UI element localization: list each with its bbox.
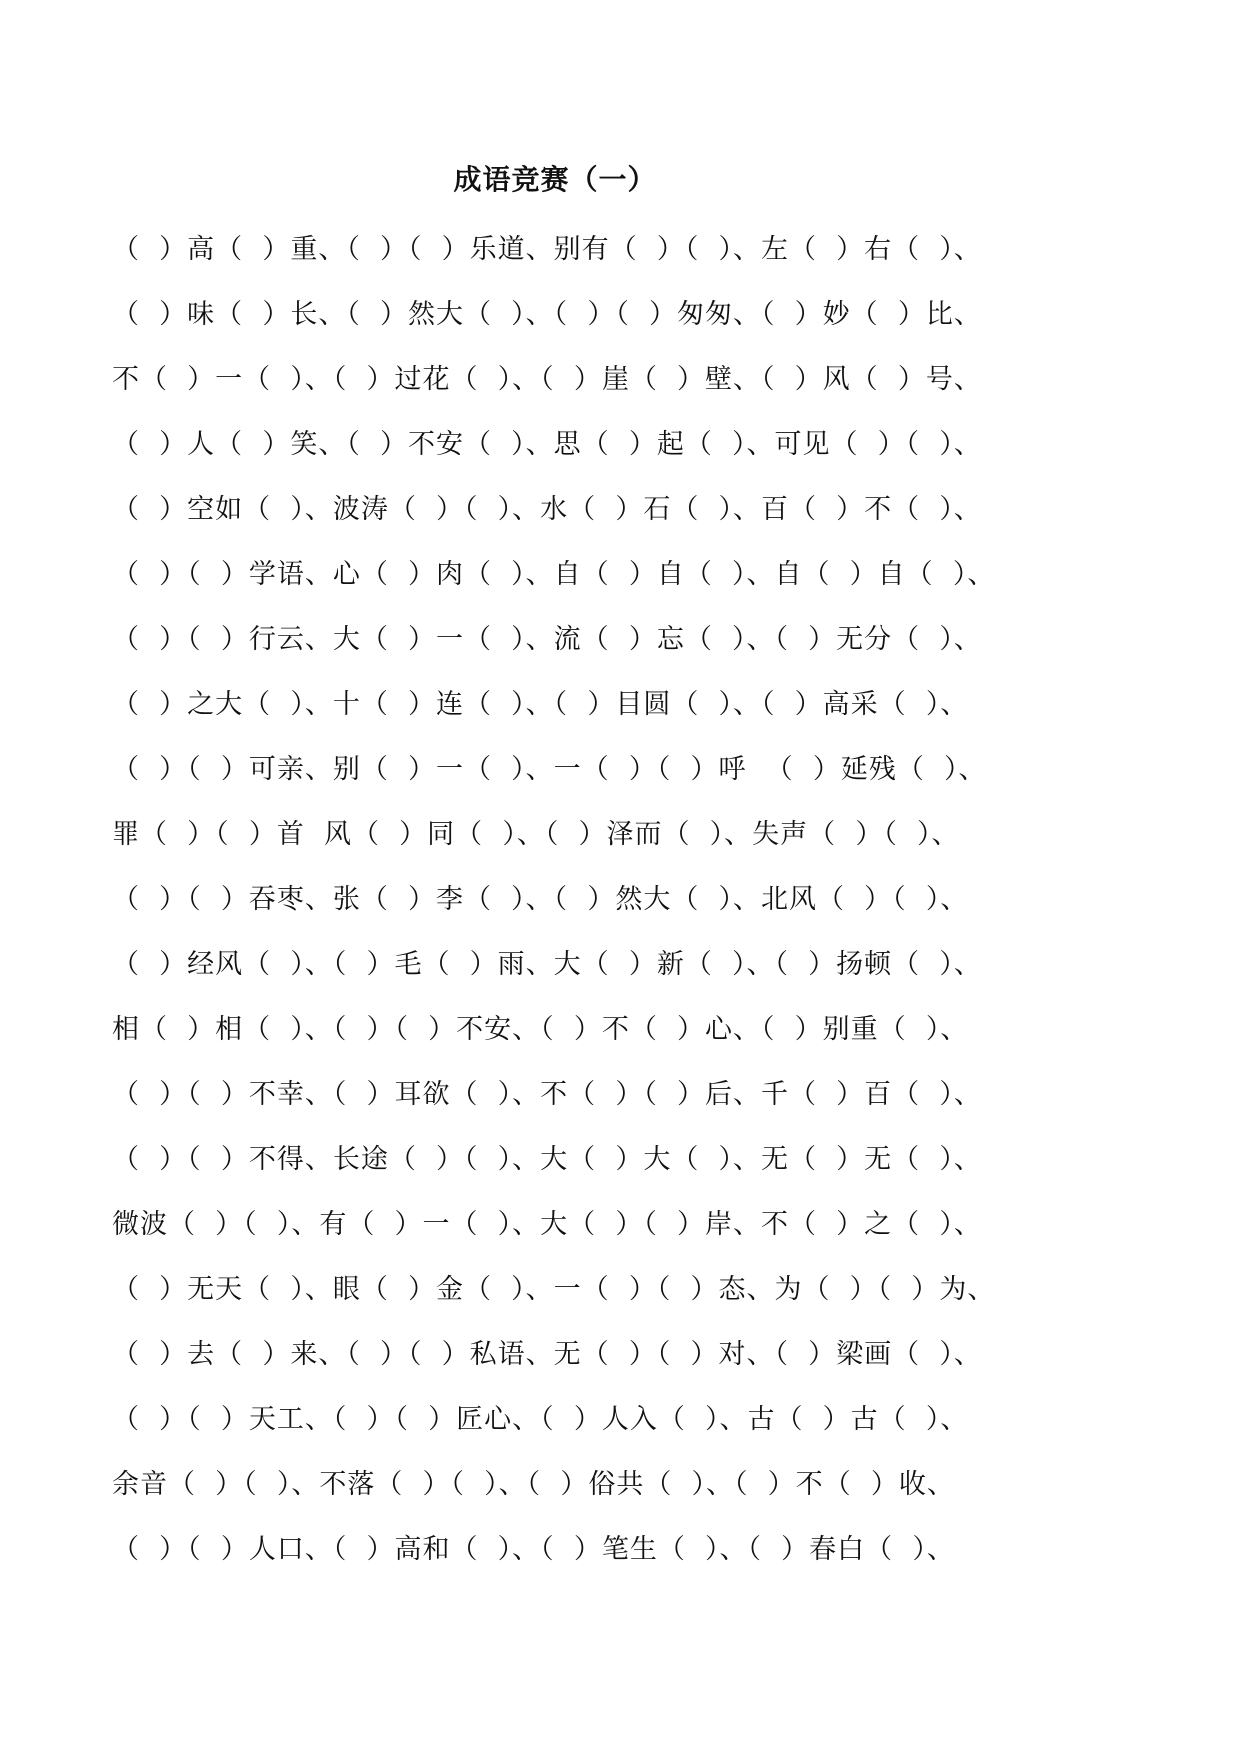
idiom-line: （ ）无天（ ）、眼（ ）金（ ）、一（ ）（ ）态、为（ ）（ ）为、	[112, 1274, 996, 1305]
idiom-line: （ ）去（ ）来、（ ）（ ）私语、无（ ）（ ）对、（ ）梁画（ ）、	[112, 1339, 982, 1370]
idiom-line: 罪（ ）（ ）首 风（ ）同（ ）、（ ）泽而（ ）、失声（ ）（ ）、	[112, 819, 960, 850]
idiom-line: （ ）人（ ）笑、（ ）不安（ ）、思（ ）起（ ）、可见（ ）（ ）、	[112, 429, 982, 460]
idiom-line: 微波（ ）（ ）、有（ ）一（ ）、大（ ）（ ）岸、不（ ）之（ ）、	[112, 1209, 982, 1240]
idiom-line: （ ）经风（ ）、（ ）毛（ ）雨、大（ ）新（ ）、（ ）扬顿（ ）、	[112, 949, 982, 980]
idiom-line: （ ）高（ ）重、（ ）（ ）乐道、别有（ ）（ ）、左（ ）右（ ）、	[112, 234, 982, 265]
idiom-line: （ ）之大（ ）、十（ ）连（ ）、（ ）目圆（ ）、（ ）高采（ ）、	[112, 689, 969, 720]
idiom-line: （ ）（ ）不幸、（ ）耳欲（ ）、不（ ）（ ）后、千（ ）百（ ）、	[112, 1079, 982, 1110]
idiom-line: 相（ ）相（ ）、（ ）（ ）不安、（ ）不（ ）心、（ ）别重（ ）、	[112, 1014, 969, 1045]
idiom-line: （ ）（ ）天工、（ ）（ ）匠心、（ ）人入（ ）、古（ ）古（ ）、	[112, 1404, 969, 1435]
idiom-lines	[112, 230, 1112, 1595]
idiom-line: （ ）（ ）行云、大（ ）一（ ）、流（ ）忘（ ）、（ ）无分（ ）、	[112, 624, 982, 655]
idiom-line: （ ）（ ）吞枣、张（ ）李（ ）、（ ）然大（ ）、北风（ ）（ ）、	[112, 884, 969, 915]
idiom-line: （ ）味（ ）长、（ ）然大（ ）、（ ）（ ）匆匆、（ ）妙（ ）比、	[112, 299, 982, 330]
idiom-line: （ ）空如（ ）、波涛（ ）（ ）、水（ ）石（ ）、百（ ）不（ ）、	[112, 494, 982, 525]
idiom-line: （ ）（ ）不得、长途（ ）（ ）、大（ ）大（ ）、无（ ）无（ ）、	[112, 1144, 982, 1175]
idiom-line: （ ）（ ）学语、心（ ）肉（ ）、自（ ）自（ ）、自（ ）自（ ）、	[112, 559, 996, 590]
idiom-line: （ ）（ ）可亲、别（ ）一（ ）、一（ ）（ ）呼 （ ）延残（ ）、	[112, 754, 987, 785]
idiom-line: （ ）（ ）人口、（ ）高和（ ）、（ ）笔生（ ）、（ ）春白（ ）、	[112, 1534, 955, 1565]
idiom-line: 不（ ）一（ ）、（ ）过花（ ）、（ ）崖（ ）壁、（ ）风（ ）号、	[112, 364, 982, 395]
page-title: 成语竞赛（一）	[453, 163, 657, 196]
idiom-line: 余音（ ）（ ）、不落（ ）（ ）、（ ）俗共（ ）、（ ）不（ ）收、	[112, 1469, 955, 1500]
